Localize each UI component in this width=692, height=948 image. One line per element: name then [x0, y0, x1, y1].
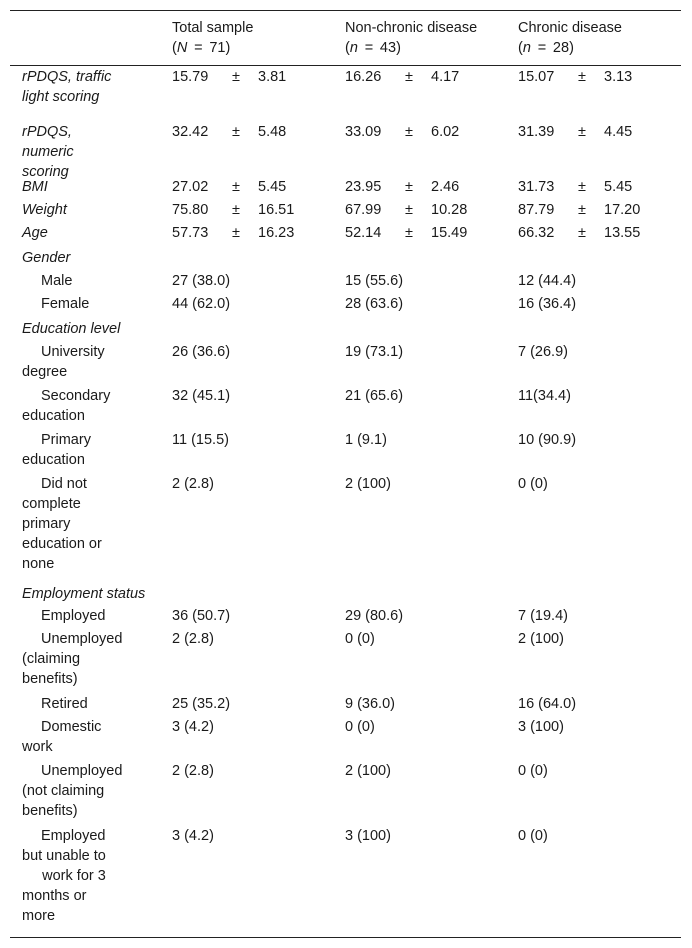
mean-value: 23.95 — [345, 179, 382, 195]
table-cell — [172, 223, 342, 243]
table-cell: 44 (62.0) — [172, 296, 231, 312]
n-value: 28 — [552, 40, 570, 56]
column-header-chronic — [518, 18, 622, 58]
equals-sign: = — [364, 40, 374, 56]
n-symbol: n — [349, 40, 358, 56]
row-label: rPDQS, numeric scoring — [22, 124, 74, 180]
table-cell — [345, 223, 515, 243]
row-label: BMI — [22, 179, 48, 195]
plus-minus: ± — [232, 202, 240, 218]
plus-minus: ± — [578, 124, 586, 140]
column-label: Chronic disease — [518, 20, 622, 36]
mean-value: 31.39 — [518, 124, 555, 140]
mean-value: 32.42 — [172, 124, 209, 140]
table-cell: 2 (2.8) — [172, 631, 214, 647]
row-label: Secondary education — [22, 388, 111, 424]
sd-value: 4.17 — [431, 69, 460, 85]
table-cell — [172, 122, 342, 142]
table-cell: 2 (2.8) — [172, 476, 214, 492]
row-label: Gender — [22, 250, 71, 266]
column-n: (n = 28) — [518, 40, 574, 56]
mean-value: 16.26 — [345, 69, 382, 85]
table-cell — [172, 177, 342, 197]
table-cell: 10 (90.9) — [518, 432, 577, 448]
mean-value: 52.14 — [345, 225, 382, 241]
table-cell: 1 (9.1) — [345, 432, 387, 448]
mean-value: 66.32 — [518, 225, 555, 241]
sd-value: 2.46 — [431, 179, 460, 195]
row-label: Age — [22, 225, 48, 241]
table-cell — [345, 67, 515, 87]
plus-minus: ± — [405, 124, 413, 140]
plus-minus: ± — [232, 69, 240, 85]
sd-value: 10.28 — [431, 202, 468, 218]
table-cell: 3 (4.2) — [172, 719, 214, 735]
sd-value: 3.13 — [604, 69, 633, 85]
plus-minus: ± — [232, 124, 240, 140]
table-cell: 29 (80.6) — [345, 608, 404, 624]
n-symbol: n — [522, 40, 531, 56]
row-label: Domestic work — [22, 719, 102, 755]
plus-minus: ± — [578, 202, 586, 218]
row-label: Weight — [22, 202, 67, 218]
mean-value: 33.09 — [345, 124, 382, 140]
table-header — [10, 11, 681, 66]
plus-minus: ± — [232, 179, 240, 195]
equals-sign: = — [194, 40, 203, 56]
sd-value: 15.49 — [431, 225, 468, 241]
table-cell: 36 (50.7) — [172, 608, 231, 624]
table-cell: 2 (100) — [345, 476, 391, 492]
table-cell: 12 (44.4) — [518, 273, 577, 289]
table-cell: 0 (0) — [518, 828, 548, 844]
plus-minus: ± — [405, 225, 413, 241]
mean-value: 15.79 — [172, 69, 209, 85]
row-label: University degree — [22, 344, 105, 380]
plus-minus: ± — [405, 179, 413, 195]
table-cell: 16 (64.0) — [518, 696, 577, 712]
table-cell: 7 (19.4) — [518, 608, 568, 624]
sd-value: 5.45 — [604, 179, 633, 195]
column-n: (n = 43) — [345, 40, 401, 56]
table-cell: 27 (38.0) — [172, 273, 231, 289]
table-cell: 2 (100) — [518, 631, 564, 647]
data-table — [10, 10, 681, 938]
table-cell: 0 (0) — [345, 631, 375, 647]
sd-value: 6.02 — [431, 124, 460, 140]
table-cell — [518, 223, 678, 243]
plus-minus: ± — [405, 69, 413, 85]
sd-value: 17.20 — [604, 202, 641, 218]
row-label: Employed — [41, 608, 106, 624]
row-label: Unemployed (claiming benefits) — [22, 631, 123, 687]
mean-value: 27.02 — [172, 179, 209, 195]
row-label: Unemployed (not claiming benefits) — [22, 763, 123, 819]
table-cell — [172, 200, 342, 220]
sd-value: 16.23 — [258, 225, 295, 241]
plus-minus: ± — [405, 202, 413, 218]
plus-minus: ± — [578, 69, 586, 85]
row-label: Primary education — [22, 432, 91, 468]
mean-value: 57.73 — [172, 225, 209, 241]
n-value: 43 — [379, 40, 397, 56]
table-cell: 9 (36.0) — [345, 696, 395, 712]
table-cell: 25 (35.2) — [172, 696, 231, 712]
mean-value: 15.07 — [518, 69, 555, 85]
table-cell: 2 (100) — [345, 763, 391, 779]
table-cell: 0 (0) — [345, 719, 375, 735]
table-cell — [518, 67, 678, 87]
table-cell — [518, 200, 678, 220]
table-cell: 19 (73.1) — [345, 344, 404, 360]
mean-value: 67.99 — [345, 202, 382, 218]
table-cell — [345, 122, 515, 142]
mean-value: 75.80 — [172, 202, 209, 218]
sd-value: 3.81 — [258, 69, 287, 85]
table-cell: 15 (55.6) — [345, 273, 404, 289]
plus-minus: ± — [578, 225, 586, 241]
table-cell: 3 (4.2) — [172, 828, 214, 844]
table-cell: 7 (26.9) — [518, 344, 568, 360]
column-n: (N = 71) — [172, 40, 231, 56]
sd-value: 5.48 — [258, 124, 287, 140]
table-cell: 3 (100) — [345, 828, 391, 844]
sd-value: 5.45 — [258, 179, 287, 195]
table-cell: 26 (36.6) — [172, 344, 231, 360]
table-cell — [345, 200, 515, 220]
equals-sign: = — [537, 40, 547, 56]
plus-minus: ± — [232, 225, 240, 241]
column-label: Total sample — [172, 20, 254, 36]
mean-value: 31.73 — [518, 179, 555, 195]
sd-value: 16.51 — [258, 202, 295, 218]
table-cell: 0 (0) — [518, 476, 548, 492]
row-label: Retired — [41, 696, 88, 712]
table-cell: 28 (63.6) — [345, 296, 404, 312]
table-cell — [172, 67, 342, 87]
row-label: Female — [41, 296, 90, 312]
row-label: Education level — [22, 321, 121, 337]
row-label: Employment status — [22, 586, 146, 602]
table-cell: 0 (0) — [518, 763, 548, 779]
table-cell — [518, 122, 678, 142]
mean-value: 87.79 — [518, 202, 555, 218]
column-header-non-chronic — [345, 18, 477, 58]
table-cell: 11(34.4) — [518, 388, 571, 404]
table-cell — [518, 177, 678, 197]
column-label: Non-chronic disease — [345, 20, 478, 36]
row-label: Did not complete primary education or none — [22, 476, 102, 572]
table-cell: 11 (15.5) — [172, 432, 229, 448]
sd-value: 4.45 — [604, 124, 633, 140]
table-cell: 32 (45.1) — [172, 388, 231, 404]
n-value: 71 — [209, 40, 226, 56]
table-cell: 16 (36.4) — [518, 296, 577, 312]
plus-minus: ± — [578, 179, 586, 195]
column-header-total-sample — [172, 18, 253, 58]
n-symbol: N — [176, 40, 188, 56]
row-label: Employed but unable to work for 3 months or more — [22, 828, 106, 924]
table-cell: 21 (65.6) — [345, 388, 404, 404]
table-cell — [345, 177, 515, 197]
sd-value: 13.55 — [604, 225, 641, 241]
row-label: Male — [41, 273, 73, 289]
table-cell: 2 (2.8) — [172, 763, 214, 779]
table-cell: 3 (100) — [518, 719, 564, 735]
row-label: rPDQS, traffic light scoring — [22, 69, 112, 105]
